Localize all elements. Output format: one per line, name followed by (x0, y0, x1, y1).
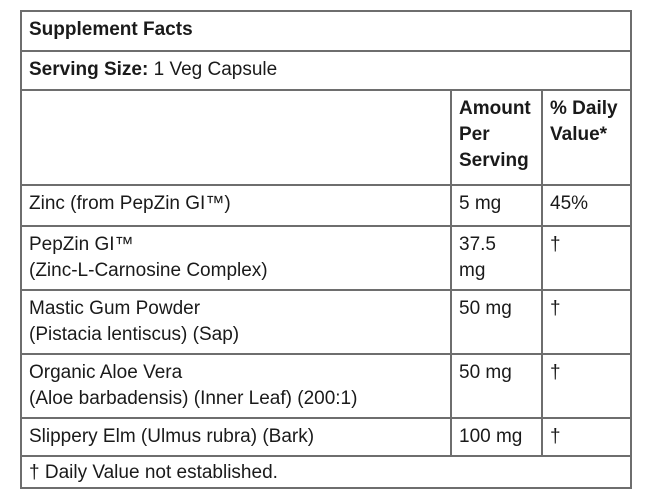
nutrient-name-detail: (Aloe barbadensis) (Inner Leaf) (200:1) (29, 388, 358, 409)
nutrient-daily-value: † (550, 298, 561, 319)
nutrient-name-detail: (Zinc-L-Carnosine Complex) (29, 260, 268, 281)
nutrient-row (22, 186, 630, 227)
nutrient-amount-unit: mg (459, 260, 486, 281)
supplement-facts-panel (20, 10, 632, 489)
nutrient-daily-value-cell (541, 419, 630, 455)
nutrient-amount-cell (450, 186, 541, 225)
nutrient-amount-cell (450, 419, 541, 455)
daily-value-header-cell (541, 91, 630, 184)
panel-title: Supplement Facts (29, 19, 193, 40)
nutrient-name: Slippery Elm (Ulmus rubra) (Bark) (29, 426, 315, 447)
nutrient-name-cell (22, 419, 450, 455)
nutrient-name: Mastic Gum Powder (29, 298, 201, 319)
nutrient-daily-value: † (550, 426, 561, 447)
nutrient-name-cell (22, 227, 450, 289)
nutrient-row (22, 419, 630, 457)
nutrient-name: PepZin GI™ (29, 234, 134, 255)
nutrient-row (22, 227, 630, 291)
nutrient-row (22, 291, 630, 355)
nutrient-header-cell (22, 91, 450, 184)
nutrient-daily-value-cell (541, 355, 630, 417)
nutrient-daily-value-cell (541, 186, 630, 225)
nutrient-amount-cell (450, 291, 541, 353)
nutrient-name-cell (22, 355, 450, 417)
title-row (22, 12, 630, 52)
nutrient-amount-cell (450, 355, 541, 417)
nutrient-name-detail: (Pistacia lentiscus) (Sap) (29, 324, 240, 345)
serving-size-value: 1 Veg Capsule (153, 59, 278, 80)
nutrient-daily-value: † (550, 362, 561, 383)
amount-header-line: Amount (459, 98, 531, 119)
nutrient-amount: 50 mg (459, 362, 512, 383)
nutrient-daily-value-cell (541, 291, 630, 353)
nutrient-amount: 50 mg (459, 298, 512, 319)
nutrient-name-cell (22, 186, 450, 225)
daily-value-header-line: % Daily (550, 98, 618, 119)
nutrient-name: Organic Aloe Vera (29, 362, 183, 383)
nutrient-amount: 37.5 (459, 234, 496, 255)
footnote-row (22, 457, 630, 487)
nutrient-row (22, 355, 630, 419)
amount-header-line: Per (459, 124, 490, 145)
nutrient-daily-value: 45% (550, 193, 589, 214)
nutrient-amount-cell (450, 227, 541, 289)
nutrient-amount: 100 mg (459, 426, 523, 447)
footnote: † Daily Value not established. (29, 462, 278, 483)
nutrient-amount: 5 mg (459, 193, 502, 214)
nutrient-name-cell (22, 291, 450, 353)
column-header-row (22, 91, 630, 186)
serving-size-row (22, 52, 630, 91)
serving-size-label: Serving Size: (29, 59, 149, 80)
nutrient-name: Zinc (from PepZin GI™) (29, 193, 231, 214)
daily-value-header-line: Value* (550, 124, 608, 145)
nutrient-daily-value-cell (541, 227, 630, 289)
amount-header-cell (450, 91, 541, 184)
nutrient-daily-value: † (550, 234, 561, 255)
amount-header-line: Serving (459, 150, 529, 171)
